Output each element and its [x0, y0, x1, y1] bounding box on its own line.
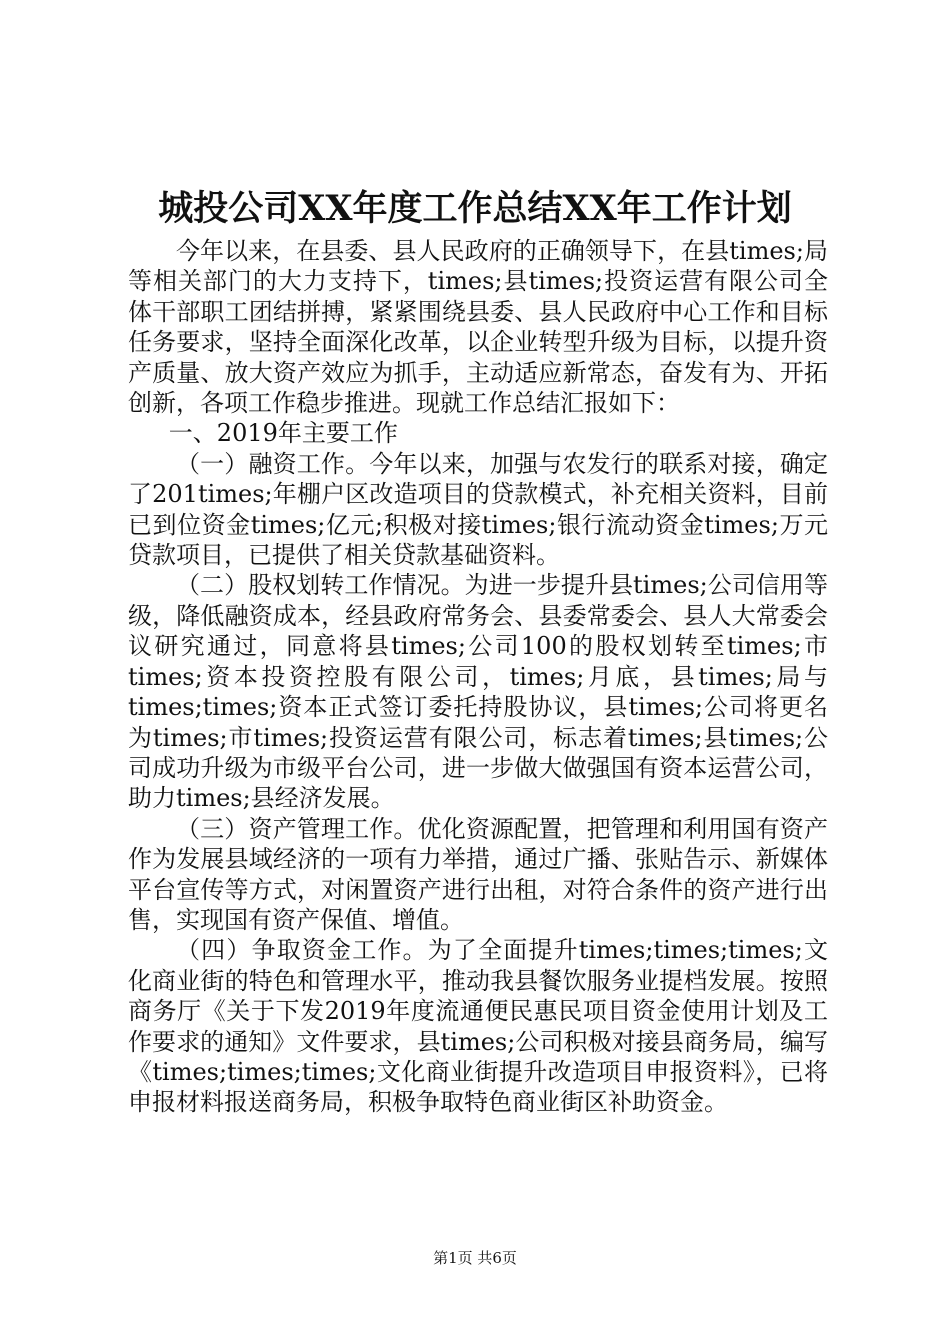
paragraph-financing: （一）融资工作。今年以来，加强与农发行的联系对接，确定了201times;年棚户区改造项目的贷款模式，补充相关资料，目前已到位资金times;亿元;积极对接times;银行流动资金times;万元贷款项目，已提供了相关贷款基础资料。	[128, 449, 828, 570]
paragraph-asset-management: （三）资产管理工作。优化资源配置，把管理和利用国有资产作为发展县域经济的一项有力举措，通过广播、张贴告示、新媒体平台宣传等方式，对闲置资产进行出租，对符合条件的资产进行出售，实现国有资产保值、增值。	[128, 814, 828, 934]
section-heading: 一、2019年主要工作	[168, 419, 398, 448]
document-title: 城投公司XX年度工作总结XX年工作计划	[158, 188, 792, 229]
paragraph-funding: （四）争取资金工作。为了全面提升times;times;times;文化商业街的特色和管理水平，推动我县餐饮服务业提档发展。按照商务厅《关于下发2019年度流通便民惠民项目资金使用计划及工作要求的通知》文件要求，县times;公司积极对接县商务局，编写《times;times;times;文化商业街提升改造项目申报资料》，已将申报材料报送商务局，积极争取特色商业街区补助资金。	[128, 936, 828, 1117]
paragraph-equity-transfer: （二）股权划转工作情况。为进一步提升县times;公司信用等级，降低融资成本，经县政府常务会、县委常委会、县人大常委会议研究通过，同意将县times;公司100的股权划转至times;市times;资本投资控股有限公司，times;月底，县times;局与times;times;资本正式签订委托持股协议，县times;公司将更名为times;市times;投资运营有限公司，标志着times;县times;公司成功升级为市级平台公司，进一步做大做强国有资本运营公司，助力times;县经济发展。	[128, 571, 828, 813]
document-body	[128, 236, 828, 1118]
page-footer: 第1页 共6页	[433, 1249, 517, 1267]
paragraph-intro: 今年以来，在县委、县人民政府的正确领导下，在县times;局等相关部门的大力支持下，times;县times;投资运营有限公司全体干部职工团结拼搏，紧紧围绕县委、县人民政府中心工作和目标任务要求，坚持全面深化改革，以企业转型升级为目标，以提升资产质量、放大资产效应为抓手，主动适应新常态，奋发有为、开拓创新，各项工作稳步推进。现就工作总结汇报如下：	[128, 237, 828, 418]
